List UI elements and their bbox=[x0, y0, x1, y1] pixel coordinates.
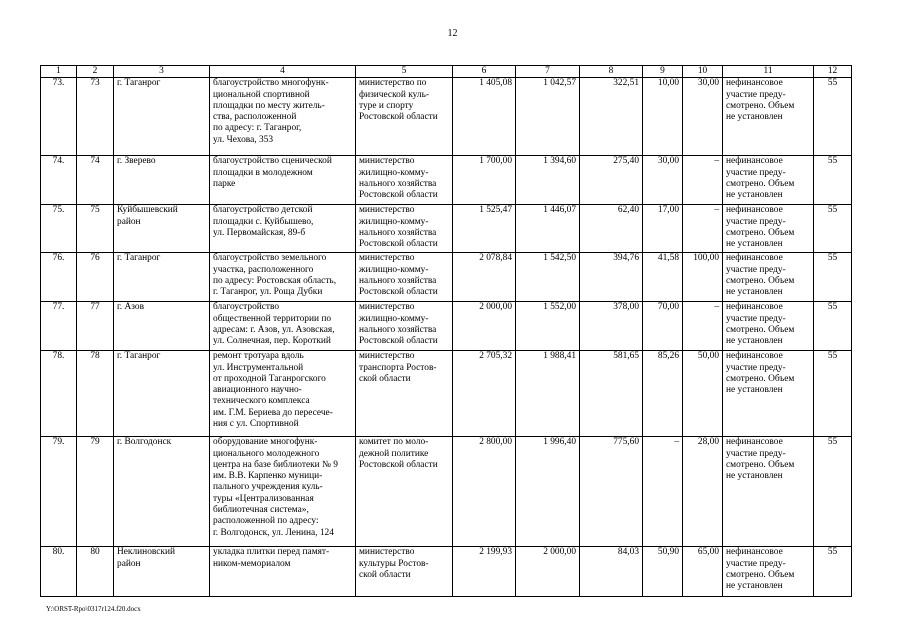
table-cell-col-4: оборудование многофунк- ционального молодежного центра на базе библиотеки № 9 им. В.В. Карпенко муници- пального учреждения куль- туры «Централизованная библиотечная система», расположенной по адресу: г. Волгодонск, ул. Ленина, 124 bbox=[210, 437, 356, 547]
table-cell-col-12: 55 bbox=[814, 156, 852, 205]
table-cell-col-7: 1 988,41 bbox=[516, 351, 580, 437]
table-cell-col-12: 55 bbox=[814, 547, 852, 597]
table-cell-col-9: 30,00 bbox=[643, 156, 683, 205]
column-header: 5 bbox=[356, 66, 453, 78]
table-cell-col-10: 28,00 bbox=[683, 437, 723, 547]
footer-file-path: Y:\ORST-Rpo\0317r124.f20.docx bbox=[46, 605, 141, 613]
table-cell-col-7: 2 000,00 bbox=[516, 547, 580, 597]
table-cell-col-7: 1 552,00 bbox=[516, 302, 580, 351]
table-cell-col-9: 85,26 bbox=[643, 351, 683, 437]
table-cell-col-11: нефинансовое участие преду- смотрено. Объем не установлен bbox=[723, 78, 814, 156]
column-header: 10 bbox=[683, 66, 723, 78]
table-cell-col-11: нефинансовое участие преду- смотрено. Объем не установлен bbox=[723, 302, 814, 351]
table-cell-col-10: 30,00 bbox=[683, 78, 723, 156]
table-cell-col-10: 50,00 bbox=[683, 351, 723, 437]
table-cell-col-11: нефинансовое участие преду- смотрено. Объем не установлен bbox=[723, 547, 814, 597]
table-cell-col-3: Куйбышевский район bbox=[114, 205, 210, 253]
table-cell-col-12: 55 bbox=[814, 351, 852, 437]
table-cell-col-5: министерство транспорта Ростов- ской области bbox=[356, 351, 453, 437]
table-cell-col-4: укладка плитки перед памят- ником-мемориалом bbox=[210, 547, 356, 597]
table-cell-col-6: 1 700,00 bbox=[453, 156, 516, 205]
column-header: 9 bbox=[643, 66, 683, 78]
table-cell-col-2: 73 bbox=[77, 78, 114, 156]
table-cell-col-2: 80 bbox=[77, 547, 114, 597]
table-header-row bbox=[41, 66, 852, 78]
column-header: 12 bbox=[814, 66, 852, 78]
table-cell-col-12: 55 bbox=[814, 78, 852, 156]
table-cell-col-5: министерство жилищно-комму- нального хозяйства Ростовской области bbox=[356, 205, 453, 253]
table-cell-col-8: 394,76 bbox=[580, 253, 643, 302]
table-cell-col-5: министерство жилищно-комму- нального хозяйства Ростовской области bbox=[356, 302, 453, 351]
table-cell-col-5: министерство жилищно-комму- нального хозяйства Ростовской области bbox=[356, 156, 453, 205]
table-cell-col-9: 41,58 bbox=[643, 253, 683, 302]
table-cell-col-11: нефинансовое участие преду- смотрено. Объем не установлен bbox=[723, 253, 814, 302]
table-cell-col-10: – bbox=[683, 205, 723, 253]
table-cell-col-7: 1 394,60 bbox=[516, 156, 580, 205]
table-cell-col-3: г. Волгодонск bbox=[114, 437, 210, 547]
table-cell-col-6: 2 705,32 bbox=[453, 351, 516, 437]
table-cell-col-4: благоустройство многофунк- циональной спортивной площадки по месту житель- ства, расположенной по адресу: г. Таганрог, ул. Чехова, 353 bbox=[210, 78, 356, 156]
column-header: 2 bbox=[77, 66, 114, 78]
table-cell-col-3: г. Азов bbox=[114, 302, 210, 351]
table-cell-col-11: нефинансовое участие преду- смотрено. Объем не установлен bbox=[723, 205, 814, 253]
table-cell-col-6: 2 078,84 bbox=[453, 253, 516, 302]
table-cell-col-4: благоустройство сценической площадки в молодежном парке bbox=[210, 156, 356, 205]
table-cell-col-11: нефинансовое участие преду- смотрено. Объем не установлен bbox=[723, 437, 814, 547]
table-cell-col-9: 10,00 bbox=[643, 78, 683, 156]
table-cell-col-5: министерство жилищно-комму- нального хозяйства Ростовской области bbox=[356, 253, 453, 302]
table-cell-col-4: благоустройство детской площадки с. Куйбышево, ул. Первомайская, 89-б bbox=[210, 205, 356, 253]
table-cell-col-12: 55 bbox=[814, 302, 852, 351]
table-cell-col-4: ремонт тротуара вдоль ул. Инструментальной от проходной Таганрогского авиационного научно- технического комплекса им. Г.М. Бериева до пересече- ния с ул. Спортивной bbox=[210, 351, 356, 437]
table-cell-col-11: нефинансовое участие преду- смотрено. Объем не установлен bbox=[723, 156, 814, 205]
table-cell-col-2: 76 bbox=[77, 253, 114, 302]
budget-table bbox=[40, 65, 852, 597]
table-cell-col-8: 62,40 bbox=[580, 205, 643, 253]
table-cell-col-10: – bbox=[683, 156, 723, 205]
table-cell-col-9: – bbox=[643, 437, 683, 547]
table-cell-col-8: 775,60 bbox=[580, 437, 643, 547]
table-cell-col-10: 100,00 bbox=[683, 253, 723, 302]
column-header: 3 bbox=[114, 66, 210, 78]
table-cell-col-8: 84,03 bbox=[580, 547, 643, 597]
table-cell-col-1: 73. bbox=[41, 78, 77, 156]
table-cell-col-1: 78. bbox=[41, 351, 77, 437]
table-cell-col-9: 70,00 bbox=[643, 302, 683, 351]
table-cell-col-9: 50,90 bbox=[643, 547, 683, 597]
table-row bbox=[41, 78, 852, 156]
table-cell-col-3: Неклиновский район bbox=[114, 547, 210, 597]
table-cell-col-1: 77. bbox=[41, 302, 77, 351]
table-cell-col-3: г. Зверево bbox=[114, 156, 210, 205]
table-cell-col-12: 55 bbox=[814, 437, 852, 547]
table-cell-col-7: 1 996,40 bbox=[516, 437, 580, 547]
table-row bbox=[41, 253, 852, 302]
table-cell-col-10: 65,00 bbox=[683, 547, 723, 597]
table-cell-col-2: 74 bbox=[77, 156, 114, 205]
column-header: 8 bbox=[580, 66, 643, 78]
column-header: 11 bbox=[723, 66, 814, 78]
table-cell-col-2: 79 bbox=[77, 437, 114, 547]
column-header: 4 bbox=[210, 66, 356, 78]
table-cell-col-3: г. Таганрог bbox=[114, 78, 210, 156]
table-cell-col-5: министерство культуры Ростов- ской области bbox=[356, 547, 453, 597]
table-cell-col-8: 581,65 bbox=[580, 351, 643, 437]
table-cell-col-10: – bbox=[683, 302, 723, 351]
table-cell-col-8: 322,51 bbox=[580, 78, 643, 156]
table-cell-col-12: 55 bbox=[814, 253, 852, 302]
table-cell-col-6: 1 405,08 bbox=[453, 78, 516, 156]
table-cell-col-2: 77 bbox=[77, 302, 114, 351]
table-cell-col-5: министерство по физической куль- туре и спорту Ростовской области bbox=[356, 78, 453, 156]
table-cell-col-1: 76. bbox=[41, 253, 77, 302]
table-cell-col-1: 79. bbox=[41, 437, 77, 547]
table-cell-col-8: 378,00 bbox=[580, 302, 643, 351]
table-cell-col-9: 17,00 bbox=[643, 205, 683, 253]
table-cell-col-4: благоустройство общественной территории по адресам: г. Азов, ул. Азовская, ул. Солнечная, пер. Короткий bbox=[210, 302, 356, 351]
table-cell-col-2: 75 bbox=[77, 205, 114, 253]
table-cell-col-4: благоустройство земельного участка, расположенного по адресу: Ростовская область, г. Таганрог, ул. Роща Дубки bbox=[210, 253, 356, 302]
table-cell-col-6: 1 525,47 bbox=[453, 205, 516, 253]
table-cell-col-3: г. Таганрог bbox=[114, 253, 210, 302]
table-cell-col-7: 1 446,07 bbox=[516, 205, 580, 253]
table-row bbox=[41, 547, 852, 597]
table-cell-col-1: 80. bbox=[41, 547, 77, 597]
table-cell-col-6: 2 800,00 bbox=[453, 437, 516, 547]
table-cell-col-8: 275,40 bbox=[580, 156, 643, 205]
table-row bbox=[41, 156, 852, 205]
page-number: 12 bbox=[447, 28, 458, 39]
table-cell-col-6: 2 199,93 bbox=[453, 547, 516, 597]
table-cell-col-1: 75. bbox=[41, 205, 77, 253]
column-header: 6 bbox=[453, 66, 516, 78]
table-cell-col-7: 1 042,57 bbox=[516, 78, 580, 156]
table-cell-col-2: 78 bbox=[77, 351, 114, 437]
table-row bbox=[41, 302, 852, 351]
table-row bbox=[41, 437, 852, 547]
table-cell-col-12: 55 bbox=[814, 205, 852, 253]
table-cell-col-1: 74. bbox=[41, 156, 77, 205]
table-row bbox=[41, 351, 852, 437]
column-header: 1 bbox=[41, 66, 77, 78]
table-row bbox=[41, 205, 852, 253]
table-cell-col-3: г. Таганрог bbox=[114, 351, 210, 437]
table-cell-col-5: комитет по моло- дежной политике Ростовской области bbox=[356, 437, 453, 547]
table-cell-col-11: нефинансовое участие преду- смотрено. Объем не установлен bbox=[723, 351, 814, 437]
table-cell-col-6: 2 000,00 bbox=[453, 302, 516, 351]
table-cell-col-7: 1 542,50 bbox=[516, 253, 580, 302]
column-header: 7 bbox=[516, 66, 580, 78]
